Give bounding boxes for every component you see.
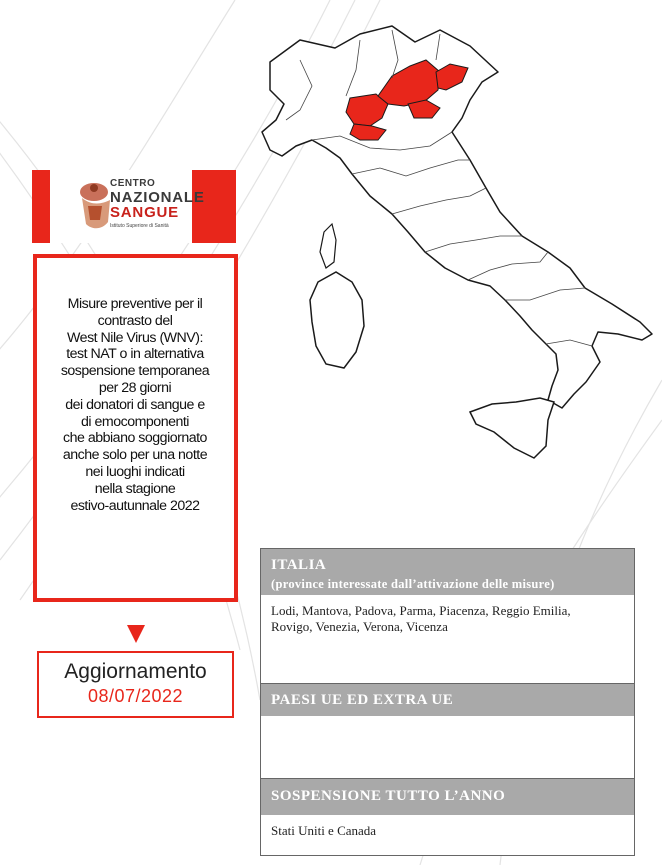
sospensione-header xyxy=(261,779,634,815)
paesi-header xyxy=(261,684,634,716)
measures-line: test NAT o in alternativa xyxy=(66,346,204,363)
update-date: 08/07/2022 xyxy=(87,686,184,706)
italia-provinces xyxy=(261,595,634,635)
measures-line: nei luoghi indicati xyxy=(85,463,185,480)
measures-line: per 28 giorni xyxy=(98,379,172,396)
logo-subtitle: Istituto Superiore di Sanità xyxy=(110,223,169,229)
logo-line-centro: CENTRO xyxy=(110,178,156,189)
sicily xyxy=(470,398,554,458)
sospensione-title: SOSPENSIONE TUTTO L’ANNO xyxy=(271,788,506,804)
update-box xyxy=(37,651,234,718)
update-label: Aggiornamento xyxy=(64,660,207,683)
measures-line: sospensione temporanea xyxy=(60,363,210,380)
sardinia xyxy=(310,272,364,368)
measures-text xyxy=(40,296,230,514)
paesi-title: PAESI UE ED EXTRA UE xyxy=(271,692,454,708)
italia-header xyxy=(261,549,634,595)
logo-line-nazionale: NAZIONALE xyxy=(110,189,205,206)
italia-title: ITALIA xyxy=(271,557,327,573)
measures-line: di emocomponenti xyxy=(81,413,189,430)
logo-text xyxy=(110,178,205,220)
paesi-section xyxy=(260,683,635,779)
measures-line: contrasto del xyxy=(97,312,173,329)
measures-line: nella stagione xyxy=(94,480,176,497)
logo-line-sangue: SANGUE xyxy=(110,204,179,221)
italia-subtitle: (province interessate dall’attivazione delle misure) xyxy=(271,577,555,591)
sospensione-section xyxy=(260,778,635,856)
italia-provinces-line1: Lodi, Mantova, Padova, Parma, Piacenza, Reggio Emilia, xyxy=(271,603,571,618)
measures-line: dei donatori di sangue e xyxy=(65,396,205,413)
measures-line: West Nile Virus (WNV): xyxy=(67,329,203,346)
measures-line: anche solo per una notte xyxy=(62,447,208,464)
measures-line: estivo-autunnale 2022 xyxy=(70,497,200,514)
italia-section xyxy=(260,548,635,684)
measures-line: Misure preventive per il xyxy=(67,296,203,312)
sospensione-content: Stati Uniti e Canada xyxy=(271,823,377,838)
italia-provinces-line2: Rovigo, Venezia, Verona, Vicenza xyxy=(271,619,448,634)
measures-line: che abbiano soggiornato xyxy=(63,430,207,447)
corsica xyxy=(320,224,336,268)
